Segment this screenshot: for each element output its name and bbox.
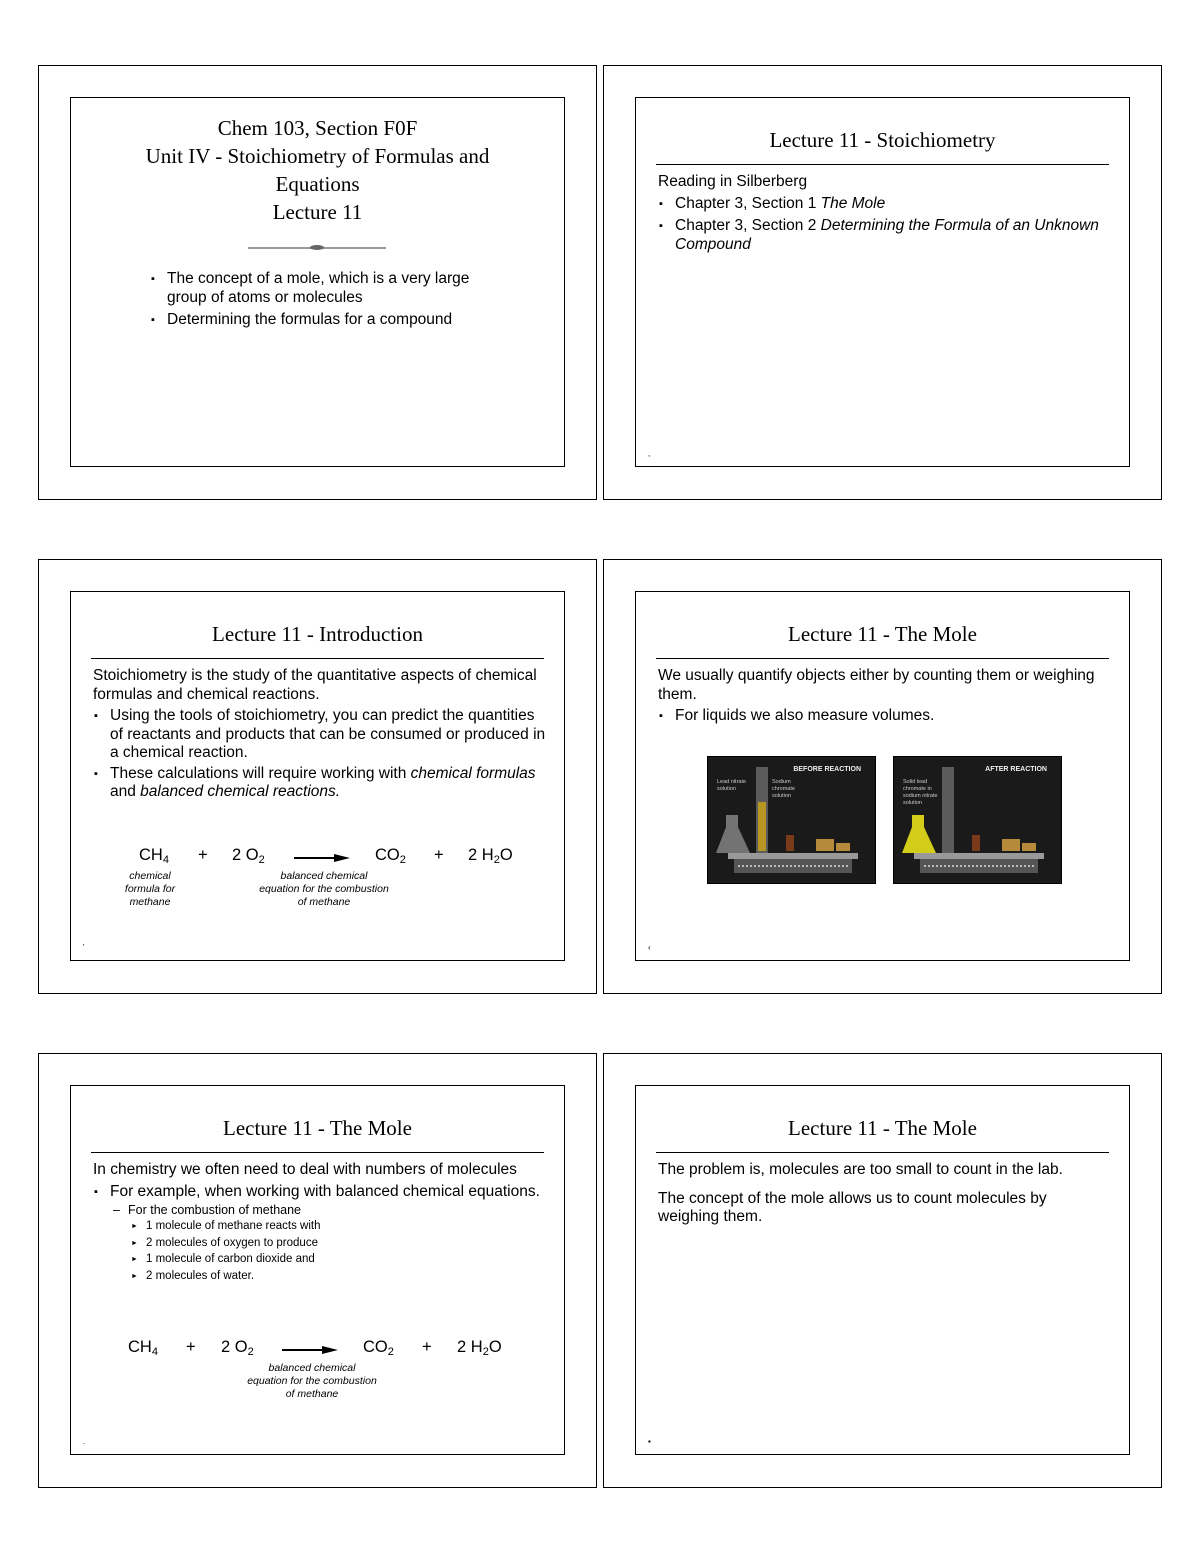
- chemical-equation: [71, 1338, 566, 1362]
- title-rule: [91, 1152, 544, 1153]
- bullet-text: These calculations will require working with: [110, 764, 411, 782]
- page-mark: ,: [648, 449, 651, 458]
- sub-bullet-item: – For the combustion of methane: [93, 1202, 546, 1218]
- bullet-item: ▪ The concept of a mole, which is a very large group of atoms or molecules: [150, 270, 504, 307]
- slide-2-body: [658, 173, 1111, 258]
- slide-5-frame: [70, 1085, 565, 1455]
- eq-water: 2 $H_2O$: [457, 1338, 502, 1358]
- photo-label: Lead nitrate solution: [717, 779, 747, 792]
- before-reaction-photo: [707, 756, 876, 884]
- photo-title: BEFORE REACTION: [793, 766, 861, 773]
- slide-5: [38, 1053, 597, 1488]
- slide-3: [38, 559, 597, 994]
- bullet-item: ▪ Determining the formulas for a compound: [150, 311, 504, 330]
- paragraph: The concept of the mole allows us to count molecules by weighing them.: [658, 1189, 1047, 1225]
- eq-plus: +: [422, 1338, 432, 1356]
- sub-sub-bullet-item: ► 2 molecules of water.: [93, 1268, 546, 1285]
- chemical-equation: [71, 846, 566, 870]
- caption-equation: balanced chemical equation for the combustion of methane: [259, 870, 389, 908]
- reaction-arrow-icon: [282, 1345, 338, 1355]
- caption-formula: chemical formula for methane: [124, 870, 176, 908]
- page-mark: ▪: [648, 1437, 651, 1446]
- slide-3-title: Lecture 11 - Introduction: [212, 622, 423, 646]
- sub-sub-bullet-item: ► 1 molecule of carbon dioxide and: [93, 1251, 546, 1268]
- eq-oxygen: 2 $O_2$: [221, 1338, 254, 1358]
- lab-scale-illustration: [894, 757, 1061, 883]
- title-divider: [248, 247, 386, 249]
- title-line-2: Unit IV - Stoichiometry of Formulas and: [145, 144, 490, 168]
- eq-carbon-dioxide: $CO_2$: [375, 846, 406, 866]
- photo-label: Sodium chromate solution: [772, 779, 795, 799]
- slide-3-frame: [70, 591, 565, 961]
- after-reaction-photo: [893, 756, 1062, 884]
- slide-4-frame: [635, 591, 1130, 961]
- bullet-item: ▪ For liquids we also measure volumes.: [658, 707, 1111, 726]
- slide-5-title: Lecture 11 - The Mole: [223, 1116, 412, 1140]
- intro-text: Stoichiometry is the study of the quantitative aspects of chemical formulas and chemical reactions.: [93, 667, 537, 703]
- slide-1-title: [71, 114, 564, 226]
- eq-plus: +: [198, 846, 208, 864]
- eq-carbon-dioxide: $CO_2$: [363, 1338, 394, 1358]
- bullet-item: ▪ Using the tools of stoichiometry, you can predict the quantities of reactants and products that can be consumed or produced in a chemical reaction.: [93, 707, 546, 763]
- title-rule: [91, 658, 544, 659]
- lab-scale-illustration: [708, 757, 875, 883]
- slide-4: [603, 559, 1162, 994]
- page-mark: ‹: [648, 943, 651, 952]
- bullet-emphasis: balanced chemical reactions.: [140, 783, 341, 800]
- eq-methane: $CH_4$: [139, 846, 169, 866]
- eq-plus: +: [434, 846, 444, 864]
- reaction-arrow-icon: [294, 853, 350, 863]
- slide-2-frame: [635, 97, 1130, 467]
- slide-1: [38, 65, 597, 500]
- bullet-text: Chapter 3, Section 2: [675, 217, 821, 234]
- intro-text: In chemistry we often need to deal with numbers of molecules: [93, 1161, 517, 1178]
- eq-methane: $CH_4$: [128, 1338, 158, 1358]
- bullet-text: and: [110, 783, 141, 800]
- photo-title: AFTER REACTION: [985, 766, 1047, 773]
- bullet-item: [658, 195, 1111, 214]
- slide-4-body: [658, 667, 1111, 730]
- slide-6-frame: [635, 1085, 1130, 1455]
- slide-1-body: [150, 270, 504, 334]
- title-rule: [656, 164, 1109, 165]
- eq-oxygen: 2 $O_2$: [232, 846, 265, 866]
- photo-label: Solid lead chromate in sodium nitrate solution: [903, 779, 938, 806]
- slide-6: [603, 1053, 1162, 1488]
- intro-text: We usually quantify objects either by counting them or weighing them.: [658, 667, 1095, 703]
- sub-sub-bullet-item: ► 2 molecules of oxygen to produce: [93, 1235, 546, 1252]
- page-mark: ': [83, 943, 85, 952]
- bullet-item: [93, 765, 546, 802]
- slide-5-body: [93, 1161, 546, 1284]
- title-line-4: Lecture 11: [272, 200, 363, 224]
- paragraph: The problem is, molecules are too small to count in the lab.: [658, 1161, 1063, 1178]
- title-rule: [656, 1152, 1109, 1153]
- slide-4-title: Lecture 11 - The Mole: [788, 622, 977, 646]
- slide-2: [603, 65, 1162, 500]
- title-rule: [656, 658, 1109, 659]
- slide-2-title: Lecture 11 - Stoichiometry: [769, 128, 996, 152]
- bullet-emphasis: chemical formulas: [410, 764, 536, 782]
- intro-text: Reading in Silberberg: [658, 173, 808, 190]
- bullet-emphasis: The Mole: [820, 194, 886, 212]
- sub-sub-bullet-item: ► 1 molecule of methane reacts with: [93, 1218, 546, 1235]
- title-line-3: Equations: [275, 172, 360, 196]
- page-mark: .: [83, 1437, 86, 1446]
- slide-1-frame: [70, 97, 565, 467]
- eq-plus: +: [186, 1338, 196, 1356]
- slide-3-body: [93, 667, 546, 806]
- bullet-emphasis: Determining the Formula of an Unknown Compound: [675, 217, 1099, 253]
- bullet-text: Chapter 3, Section 1: [675, 194, 821, 212]
- bullet-item: [658, 217, 1111, 254]
- slide-6-title: Lecture 11 - The Mole: [788, 1116, 977, 1140]
- bullet-item: ▪ For example, when working with balanced chemical equations.: [93, 1183, 546, 1202]
- caption-equation: balanced chemical equation for the combustion of methane: [247, 1362, 377, 1400]
- title-line-1: Chem 103, Section F0F: [217, 116, 418, 140]
- eq-water: 2 $H_2O$: [468, 846, 513, 866]
- slide-6-body: [658, 1161, 1111, 1230]
